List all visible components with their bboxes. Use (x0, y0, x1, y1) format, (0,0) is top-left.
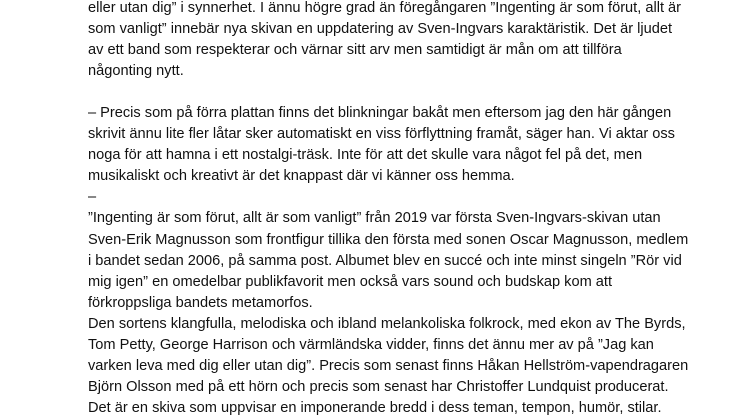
text-line: skrivit ännu lite fler låtar sker automatiskt en viss förflyttning framåt, säger han. Vi aktar oss (88, 126, 675, 143)
text-line: varken leva med dig eller utan dig”. Precis som senast finns Håkan Hellström-vapendragaren (88, 358, 689, 375)
text-line: mig igen” en omedelbar publikfavorit men också vars sound och budskap kom att (88, 273, 613, 290)
text-line: Den sortens klangfulla, melodiska och ibland melankoliska folkrock, med ekon av The Byrds, (88, 315, 686, 332)
text-line: – Precis som på förra plattan finns det blinkningar bakåt men eftersom jag den här gången (88, 105, 672, 121)
text-line: Björn Olsson med på ett hörn och precis som senast har Christoffer Lundquist producerat. (88, 379, 669, 396)
text-line: Det är en skiva som uppvisar en imponerande bredd i dess teman, tempon, humör, stilar. (88, 400, 662, 417)
text-line: noga för att hamna i ett nostalgi-träsk. Inte för att det skulle vara något fel på det, men (88, 147, 643, 164)
text-line: förkroppsliga bandets metamorfos. (88, 294, 313, 311)
text-line: eller utan dig” i synnerhet. I ännu högre grad än föregångaren ”Ingenting är som förut, allt är (88, 0, 682, 16)
dash-line: – (88, 189, 97, 206)
text-line: som vanligt” innebär nya skivan en uppdatering av Sven-Ingvars karaktäristik. Det är ljudet (88, 21, 673, 38)
text-line: Sven-Erik Magnusson som frontfigur tillika den första med sonen Oscar Magnusson, medlem (88, 231, 689, 248)
text-line: någonting nytt. (88, 63, 184, 80)
text-line: musikaliskt och kreativt är det knappast där vi känner oss hemma. (88, 168, 515, 185)
text-line: av ett band som respekterar och värnar sitt arv men samtidigt är mån om att tillföra (88, 42, 622, 59)
text-line: i bandet sedan 2006, på samma post. Albumet blev en succé och inte minst singeln ”Rör vid (88, 252, 682, 269)
paragraph-intro (88, 0, 708, 82)
text-line: Tom Petty, George Harrison och värmländska vidder, finns det ännu mer av på ”Jag kan (88, 337, 654, 354)
paragraph-quote-and-body (88, 103, 708, 419)
text-line: ”Ingenting är som förut, allt är som vanligt” från 2019 var första Sven-Ingvars-skivan utan (88, 210, 661, 227)
